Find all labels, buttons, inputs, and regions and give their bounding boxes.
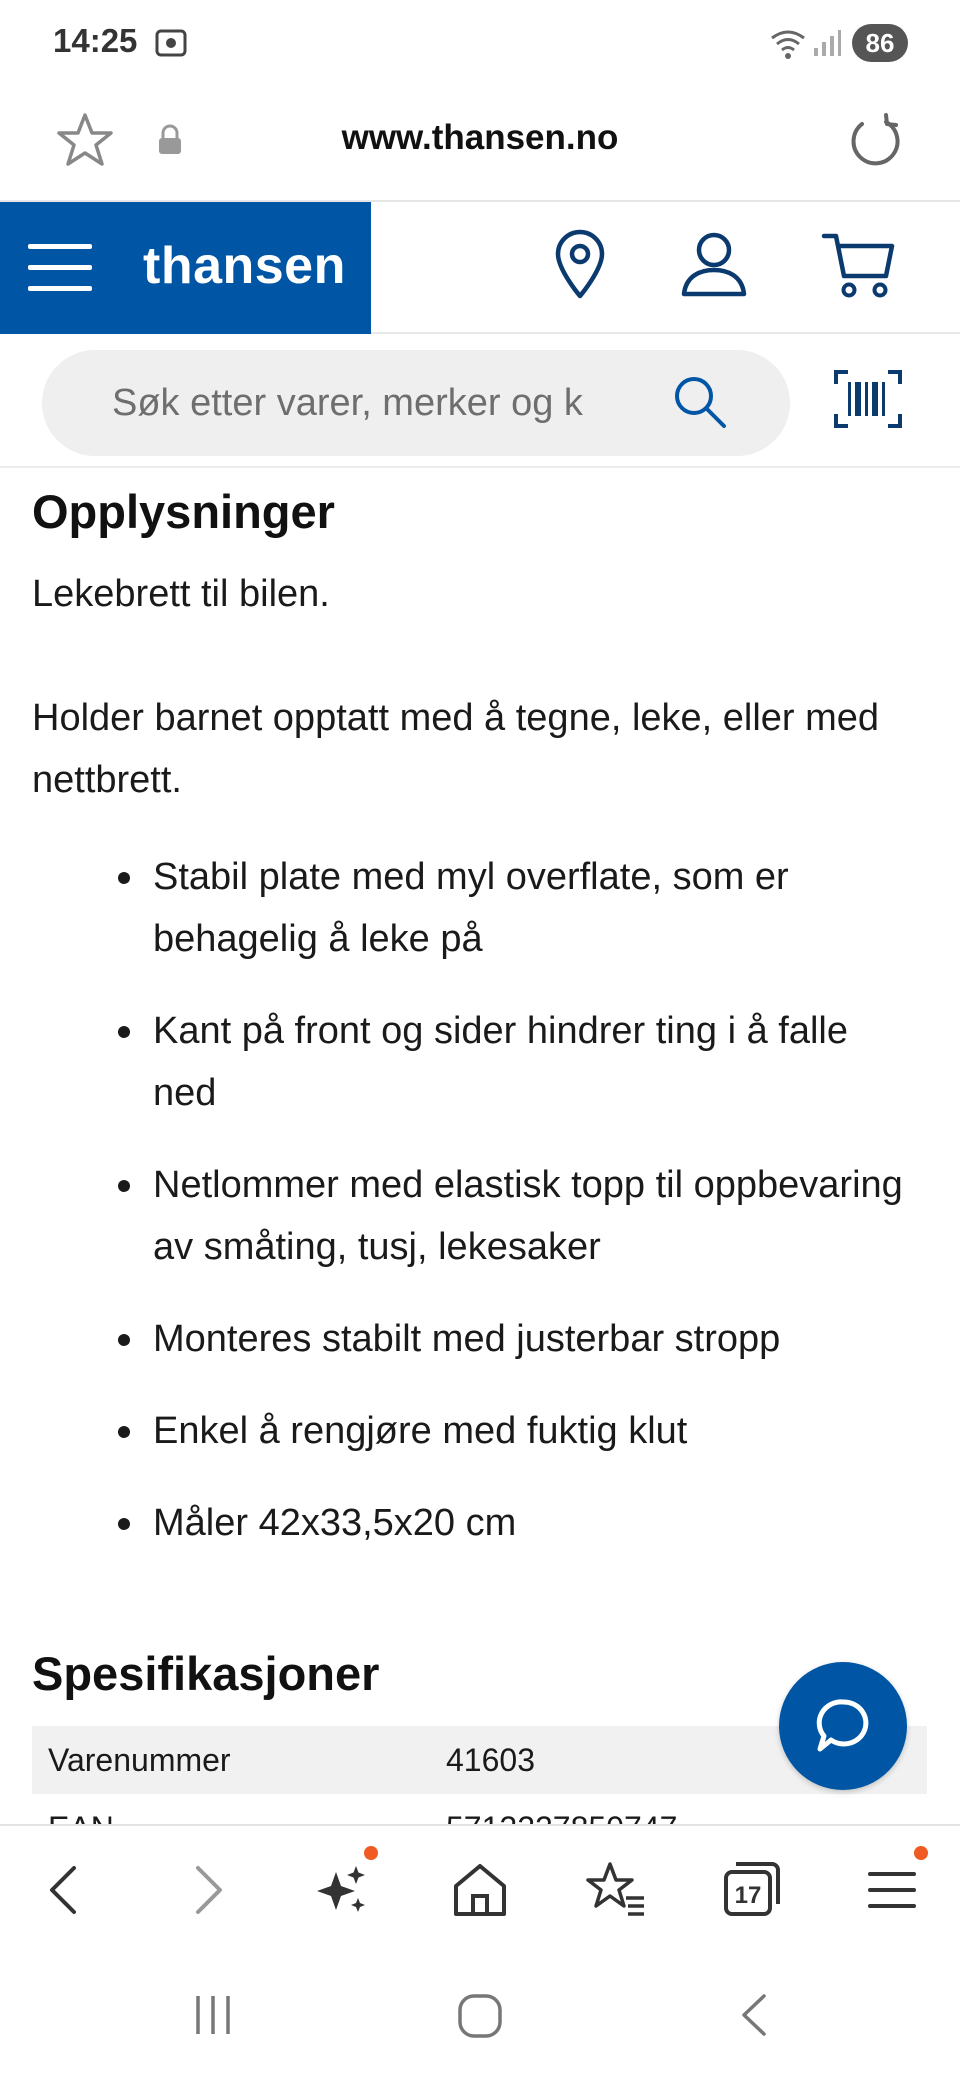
browser-url-bar bbox=[0, 88, 960, 202]
signal-icon bbox=[812, 28, 842, 63]
system-back-icon[interactable] bbox=[732, 1992, 778, 2043]
home-icon[interactable] bbox=[448, 1858, 512, 1922]
site-header bbox=[0, 202, 960, 334]
list-item: Enkel å rengjøre med fuktig klut bbox=[0, 1400, 920, 1462]
tabs-icon[interactable] bbox=[720, 1858, 784, 1922]
site-logo[interactable]: thansen bbox=[143, 237, 346, 295]
info-intro: Lekebrett til bilen. bbox=[32, 573, 330, 615]
recent-apps-icon[interactable] bbox=[190, 1992, 236, 2043]
brand-bar bbox=[0, 202, 371, 334]
spec-key: Varenummer bbox=[48, 1742, 231, 1778]
list-item: Kant på front og sider hindrer ting i å falle ned bbox=[0, 1000, 920, 1124]
bookmarks-icon[interactable] bbox=[584, 1858, 648, 1922]
battery-indicator: 86 bbox=[852, 24, 908, 62]
list-item: Netlommer med elastisk topp til oppbevaring av småting, tusj, lekesaker bbox=[0, 1154, 920, 1278]
search-icon[interactable] bbox=[670, 372, 730, 437]
screenshot-icon bbox=[154, 26, 188, 65]
search-box[interactable] bbox=[42, 350, 790, 456]
menu-icon[interactable] bbox=[28, 244, 92, 292]
chat-bubble-icon bbox=[813, 1696, 873, 1756]
cart-icon[interactable] bbox=[822, 230, 896, 305]
wifi-icon bbox=[768, 26, 808, 65]
barcode-scanner-icon[interactable] bbox=[834, 370, 902, 433]
notification-dot bbox=[364, 1846, 378, 1860]
system-nav-bar bbox=[0, 1950, 960, 2080]
back-icon[interactable] bbox=[34, 1858, 98, 1922]
notification-dot bbox=[914, 1846, 928, 1860]
reload-icon[interactable] bbox=[846, 112, 902, 173]
chat-button[interactable] bbox=[779, 1662, 907, 1790]
menu-icon[interactable] bbox=[860, 1858, 924, 1922]
tabs-count: 17 bbox=[734, 1882, 762, 1909]
browser-toolbar bbox=[0, 1824, 960, 1950]
store-location-icon[interactable] bbox=[552, 230, 608, 305]
status-bar bbox=[0, 0, 960, 88]
info-paragraph: Holder barnet opptatt med å tegne, leke, eller med nettbrett. bbox=[32, 697, 880, 801]
specs-heading: Spesifikasjoner bbox=[32, 1647, 380, 1700]
product-details bbox=[0, 468, 960, 1824]
home-button-icon[interactable] bbox=[456, 1992, 504, 2045]
url-text[interactable]: www.thansen.no bbox=[341, 118, 619, 157]
forward-icon[interactable] bbox=[174, 1858, 238, 1922]
search-row bbox=[0, 334, 960, 468]
account-icon[interactable] bbox=[680, 230, 748, 305]
search-input[interactable] bbox=[112, 376, 617, 430]
ai-sparkle-icon[interactable] bbox=[310, 1858, 374, 1922]
list-item: Stabil plate med myl overflate, som er behagelig å leke på bbox=[0, 846, 920, 970]
info-heading: Opplysninger bbox=[32, 485, 335, 538]
spec-value: 41603 bbox=[446, 1742, 535, 1778]
status-time: 14:25 bbox=[53, 22, 138, 59]
list-item: Monteres stabilt med justerbar stropp bbox=[0, 1308, 920, 1370]
feature-list bbox=[0, 846, 960, 1584]
list-item: Måler 42x33,5x20 cm bbox=[0, 1492, 920, 1554]
